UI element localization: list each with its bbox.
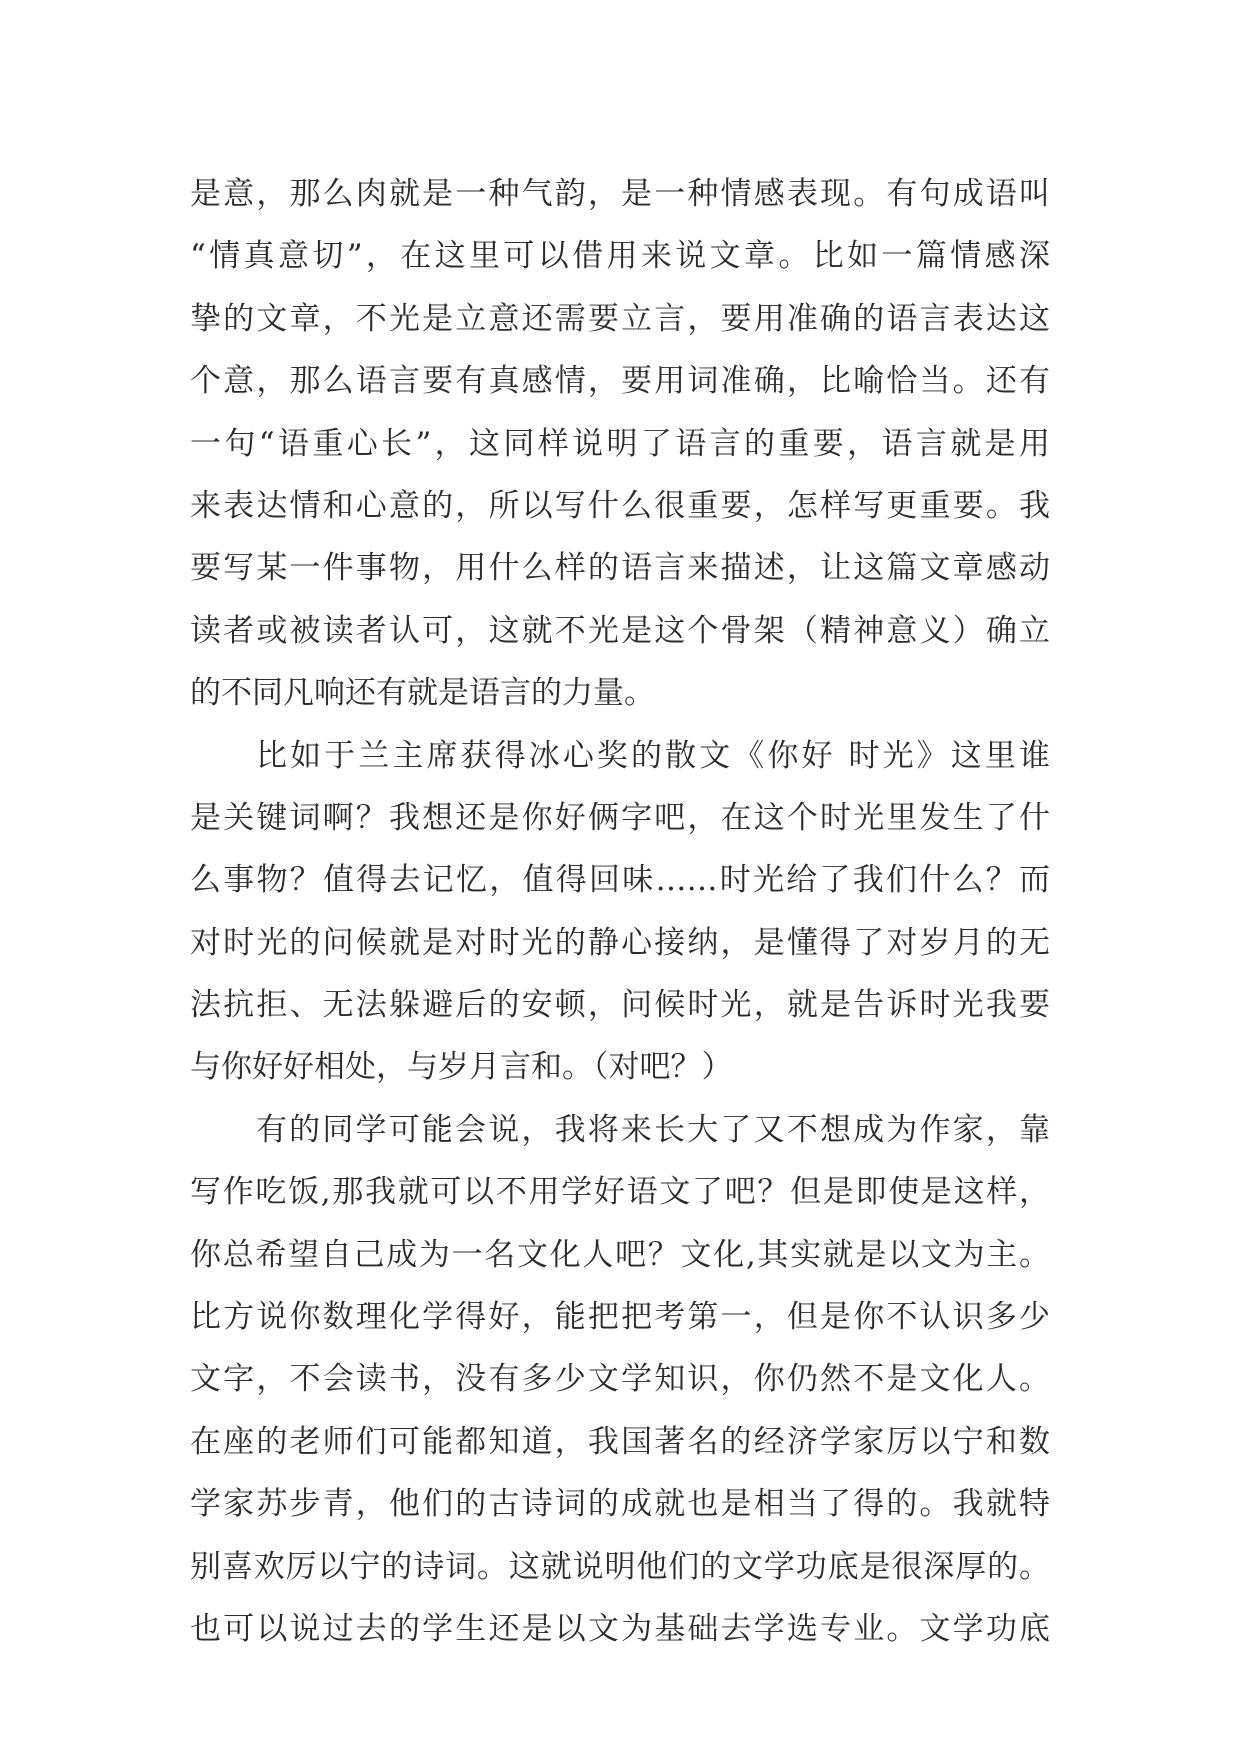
- text-line: 个意，那么语言要有真感情，要用词准确，比喻恰当。还有: [190, 363, 1050, 400]
- text-line: 的不同凡响还有就是语言的力量。: [190, 675, 655, 712]
- text-line: 要写某一件事物，用什么样的语言来描述，让这篇文章感动: [190, 550, 1050, 587]
- text-line: 么事物？值得去记忆，值得回味……时光给了我们什么？而: [190, 862, 1050, 899]
- text-line: 法抗拒、无法躲避后的安顿，问候时光，就是告诉时光我要: [190, 987, 1050, 1024]
- text-line: 一句“语重心长”，这同样说明了语言的重要，语言就是用: [190, 425, 1050, 462]
- text-line: 文字，不会读书，没有多少文学知识，你仍然不是文化人。: [190, 1361, 1050, 1398]
- text-line: 写作吃饭,那我就可以不用学好语文了吧？但是即使是这样，: [190, 1174, 1050, 1211]
- text-line: “情真意切”，在这里可以借用来说文章。比如一篇情感深: [190, 238, 1050, 275]
- text-line: 来表达情和心意的，所以写什么很重要，怎样写更重要。我: [190, 487, 1050, 524]
- text-line: 对时光的问候就是对时光的静心接纳，是懂得了对岁月的无: [190, 924, 1050, 961]
- text-line: 学家苏步青，他们的古诗词的成就也是相当了得的。我就特: [190, 1486, 1050, 1523]
- text-line: 别喜欢厉以宁的诗词。这就说明他们的文学功底是很深厚的。: [190, 1548, 1050, 1585]
- paragraph-first-line: 有的同学可能会说，我将来长大了又不想成为作家，靠: [256, 1111, 1050, 1148]
- text-line: 是关键词啊？我想还是你好俩字吧，在这个时光里发生了什: [190, 799, 1050, 836]
- text-line: 在座的老师们可能都知道，我国著名的经济学家厉以宁和数: [190, 1423, 1050, 1460]
- text-line: 与你好好相处，与岁月言和。（对吧？）: [190, 1049, 733, 1086]
- paragraph-first-line: 比如于兰主席获得冰心奖的散文《你好 时光》这里谁: [256, 737, 1050, 774]
- text-line: 挚的文章，不光是立意还需要立言，要用准确的语言表达这: [190, 300, 1050, 337]
- text-line: 是意，那么肉就是一种气韵，是一种情感表现。有句成语叫: [190, 176, 1050, 212]
- text-line: 你总希望自己成为一名文化人吧？文化,其实就是以文为主。: [190, 1236, 1050, 1273]
- text-line: 读者或被读者认可，这就不光是这个骨架（精神意义）确立: [190, 612, 1050, 649]
- text-line: 比方说你数理化学得好，能把把考第一，但是你不认识多少: [190, 1299, 1050, 1336]
- text-line: 也可以说过去的学生还是以文为基础去学选专业。文学功底: [190, 1610, 1050, 1647]
- document-body: [190, 163, 1050, 1660]
